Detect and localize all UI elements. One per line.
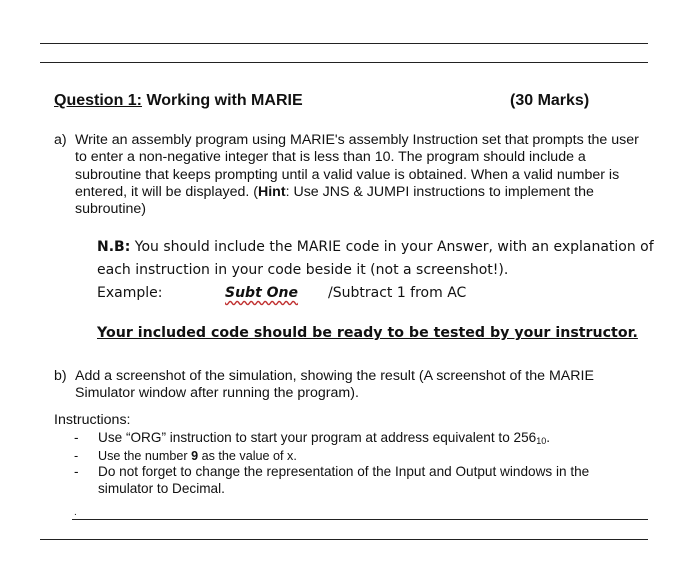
- list-item: - Use “ORG” instruction to start your program at address equivalent to $256_{10}$.: [74, 430, 551, 446]
- part-a-label: a): [54, 132, 67, 148]
- nb-note: [97, 236, 657, 282]
- list-item: - Use the number 9 as the value of x.: [74, 448, 297, 463]
- list-item: - Do not forget to change the representation of the Input and Output windows in the simulator to Decimal.: [74, 464, 590, 496]
- ready-note: Your included code should be ready to be tested by your instructor.: [97, 325, 638, 341]
- bottom-rule-1: [72, 519, 648, 520]
- part-b-label: b): [54, 368, 67, 384]
- footer-mark: .: [74, 507, 77, 518]
- nb-text: You should include the MARIE code in your Answer, with an explanation of each instruction in your code beside it (not a screenshot!).: [97, 239, 654, 278]
- bottom-rule-2: [40, 539, 648, 540]
- example-label: Example:: [97, 285, 163, 301]
- question-marks: (30 Marks): [510, 92, 590, 109]
- question-title: Working with MARIE: [146, 92, 303, 109]
- base-subscript: 10: [536, 436, 547, 446]
- top-rule-2: [40, 62, 648, 63]
- question-heading: [54, 92, 303, 110]
- hint-label: Hint: [257, 183, 286, 200]
- instructions-list: [74, 430, 644, 497]
- top-rule-1: [40, 43, 648, 44]
- part-b-text: Add a screenshot of the simulation, showing the result (A screenshot of the MARIE Simulator window after running the program).: [75, 368, 594, 402]
- question-number: Question 1:: [54, 92, 143, 109]
- part-a-text: Write an assembly program using MARIE's assembly Instruction set that prompts the user to enter a non-negative integer that is less than 10. The program should include a subroutine that keeps prompting until a valid value is obtained. When a valid number is entered, it will be displayed. (Hint: Use JNS & JUMPI instructions to implement the subroutine): [75, 132, 639, 218]
- nb-label: N.B:: [97, 239, 131, 255]
- example-code: Subt One: [225, 285, 299, 301]
- example-comment: /Subtract 1 from AC: [328, 285, 467, 301]
- instructions-title: Instructions:: [54, 412, 131, 428]
